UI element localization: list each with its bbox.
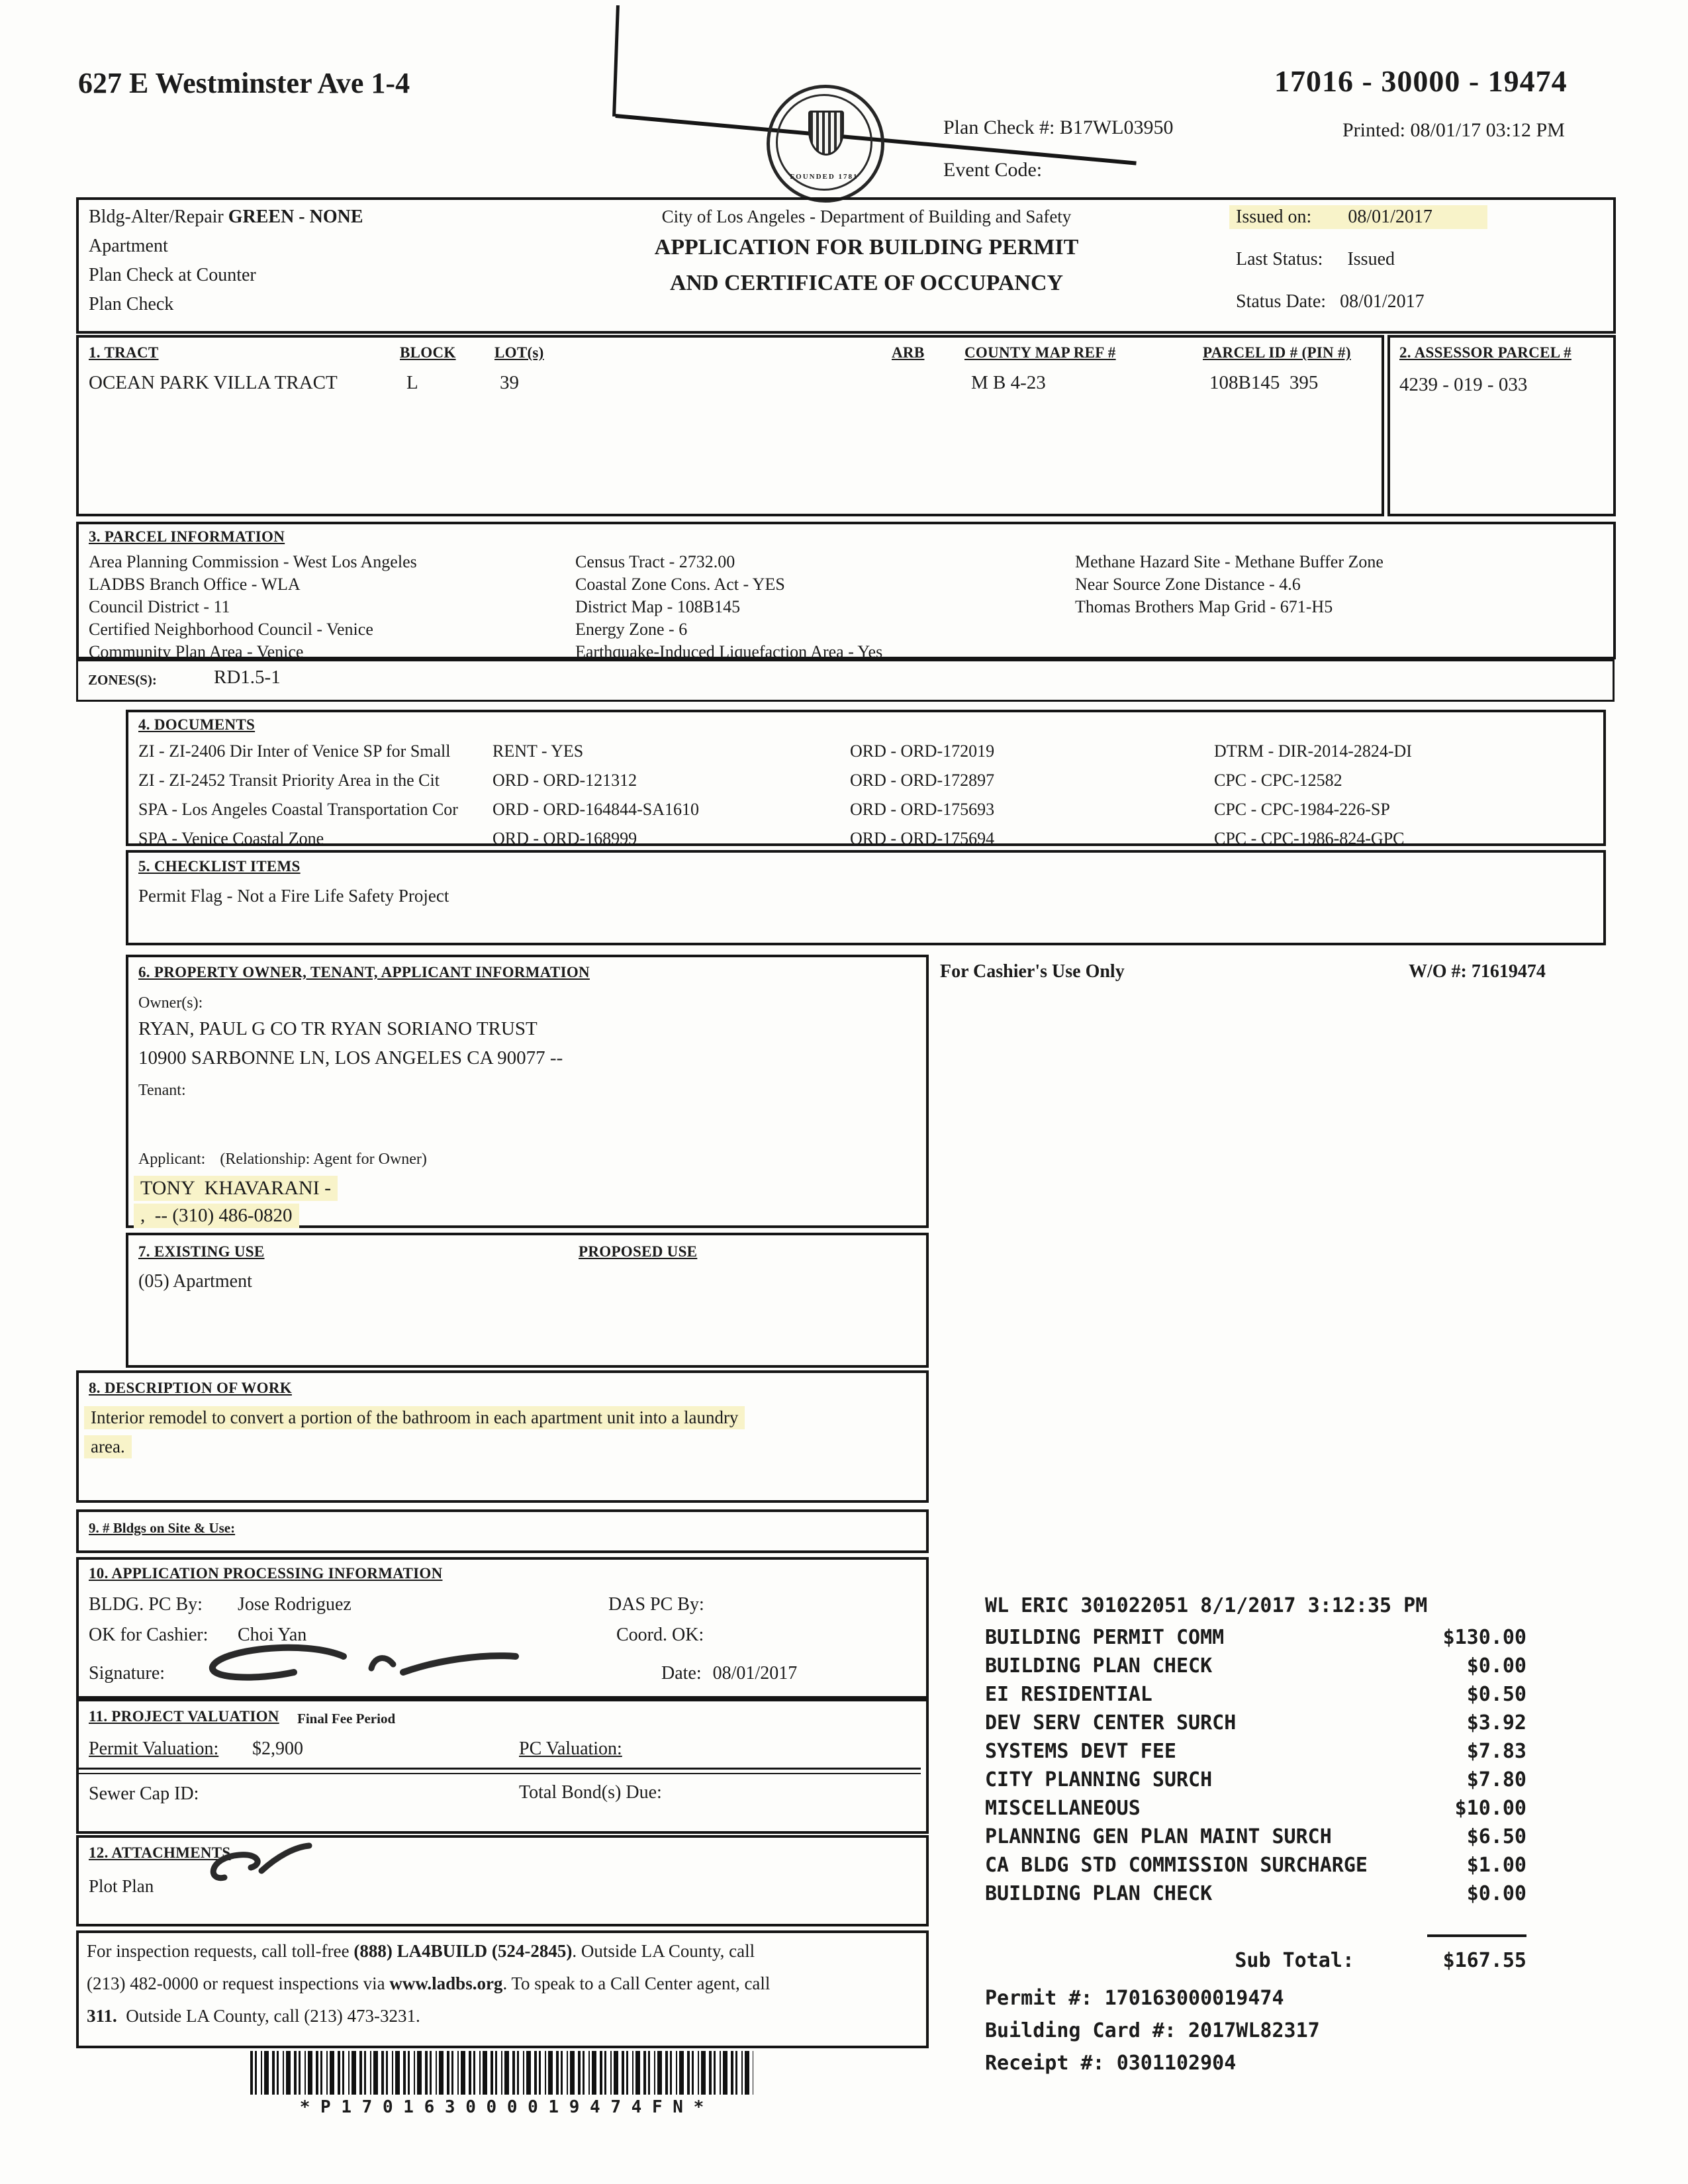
fee-amount: $0.00 — [1466, 1654, 1526, 1678]
doc-cell: CPC - CPC-1984-226-SP — [1214, 800, 1390, 819]
doc-cell: ORD - ORD-172897 — [850, 771, 995, 790]
county-map-label: COUNTY MAP REF # — [964, 344, 1116, 361]
receipt-label: Receipt #: — [985, 2052, 1105, 2075]
issued-on-line — [1229, 205, 1487, 229]
bldg-pc-label: BLDG. PC By: — [89, 1594, 203, 1615]
applicant-line — [138, 1151, 427, 1168]
arb-label: ARB — [892, 344, 925, 361]
fee-row — [985, 1711, 1526, 1740]
coord-ok-label: Coord. OK: — [616, 1625, 704, 1645]
parcel-id-value: 108B145 395 — [1209, 372, 1319, 393]
existing-use-label: 7. EXISTING USE — [138, 1243, 265, 1260]
last-status-line — [1236, 249, 1395, 270]
parcel-info-c3-r3: Thomas Brothers Map Grid - 671-H5 — [1075, 597, 1333, 616]
doc-cell: ORD - ORD-175694 — [850, 829, 995, 848]
doc-cell: CPC - CPC-12582 — [1214, 771, 1342, 790]
plan-check-type-1: Plan Check at Counter — [89, 265, 256, 285]
block-label: BLOCK — [400, 344, 456, 361]
doc-cell: SPA - Venice Coastal Zone — [138, 829, 324, 848]
inspection-phone-1: (888) LA4BUILD (524-2845) — [353, 1941, 573, 1961]
bldgs-section-label: 9. # Bldgs on Site & Use: — [89, 1520, 236, 1536]
attachments-box — [76, 1835, 929, 1926]
das-pc-label: DAS PC By: — [608, 1594, 704, 1615]
fees-subtotal-rule — [1427, 1911, 1526, 1937]
parcel-info-c2-r5: Earthquake-Induced Liquefaction Area - Yes — [575, 642, 883, 661]
permit-number-display: 17016 - 30000 - 19474 — [1274, 64, 1568, 98]
zones-bar — [76, 659, 1615, 702]
fees-block — [985, 1594, 1526, 2075]
inspection-line3-tail: Outside LA County, call (213) 473-3231. — [117, 2006, 420, 2026]
documents-section-label: 4. DOCUMENTS — [138, 716, 256, 733]
work-description-line2: area. — [84, 1435, 132, 1458]
last-status-value: Issued — [1347, 249, 1395, 269]
tract-box — [76, 335, 1384, 516]
fee-label: CA BLDG STD COMMISSION SURCHARGE — [985, 1854, 1368, 1877]
attachment-item: Plot Plan — [89, 1876, 154, 1896]
fee-row — [985, 1654, 1526, 1683]
fee-label: BUILDING PERMIT COMM — [985, 1626, 1225, 1649]
zones-label: ZONES(S): — [88, 672, 157, 688]
doc-cell: ORD - ORD-164844-SA1610 — [492, 800, 699, 819]
owner-name: RYAN, PAUL G CO TR RYAN SORIANO TRUST — [138, 1018, 538, 1039]
tenant-label: Tenant: — [138, 1082, 186, 1099]
valuation-divider — [79, 1768, 921, 1774]
ok-cashier-value: Choi Yan — [238, 1625, 307, 1645]
city-seal-ring — [776, 94, 872, 191]
use-box — [126, 1233, 929, 1368]
ok-cashier-label: OK for Cashier: — [89, 1625, 209, 1645]
plan-check-label: Plan Check #: — [943, 117, 1055, 138]
doc-cell: ZI - ZI-2452 Transit Priority Area in the Cit — [138, 771, 440, 790]
documents-box — [126, 710, 1606, 846]
parcel-info-c1-r5: Community Plan Area - Venice — [89, 642, 304, 661]
bldg-pc-value: Jose Rodriguez — [238, 1594, 352, 1615]
inspection-line2-tail: . To speak to a Call Center agent, call — [502, 1973, 771, 1993]
proposed-use-label: PROPOSED USE — [579, 1243, 698, 1260]
inspection-line1-text: For inspection requests, call toll-free — [87, 1941, 354, 1961]
receipt-value: 0301102904 — [1116, 2052, 1237, 2075]
block-value: L — [406, 372, 418, 393]
permit-barcode — [250, 2051, 753, 2095]
inspection-box — [76, 1930, 929, 2048]
applicant-phone: , -- (310) 486-0820 — [134, 1204, 299, 1228]
permit-valuation-label: Permit Valuation: — [89, 1738, 219, 1759]
inspection-line2 — [87, 1973, 770, 1994]
processing-date-value: 08/01/2017 — [712, 1663, 798, 1684]
fee-row — [985, 1825, 1526, 1854]
city-seal-shield-icon — [808, 111, 844, 156]
printed-line — [1342, 119, 1565, 142]
parcel-info-c2-r1: Census Tract - 2732.00 — [575, 552, 735, 571]
zones-value: RD1.5-1 — [214, 667, 281, 688]
assessor-box — [1387, 335, 1616, 516]
parcel-info-c3-r2: Near Source Zone Distance - 4.6 — [1075, 575, 1301, 594]
cashier-use-label: For Cashier's Use Only — [940, 961, 1125, 982]
work-order-line — [1409, 961, 1546, 982]
parcel-info-c3-r1: Methane Hazard Site - Methane Buffer Zone — [1075, 552, 1383, 571]
total-bonds-label: Total Bond(s) Due: — [519, 1782, 662, 1803]
fee-label: BUILDING PLAN CHECK — [985, 1654, 1213, 1678]
permit-type-line — [89, 207, 363, 228]
work-order-label: W/O #: — [1409, 961, 1467, 982]
permit-subtype: Apartment — [89, 236, 168, 256]
inspection-line2-text: (213) 482-0000 or request inspections via — [87, 1973, 390, 1993]
existing-use-value: (05) Apartment — [138, 1271, 252, 1292]
owner-section-label: 6. PROPERTY OWNER, TENANT, APPLICANT INFORMATION — [138, 964, 590, 980]
lot-label: LOT(s) — [494, 344, 544, 361]
building-card-row — [985, 2019, 1526, 2042]
doc-cell: ORD - ORD-172019 — [850, 741, 995, 761]
checklist-item: Permit Flag - Not a Fire Life Safety Project — [138, 886, 449, 906]
doc-cell: SPA - Los Angeles Coastal Transportation Cor — [138, 800, 458, 819]
owner-info-box — [126, 955, 929, 1228]
doc-cell: ORD - ORD-175693 — [850, 800, 995, 819]
fee-amount: $6.50 — [1466, 1825, 1526, 1848]
receipt-row — [985, 2052, 1526, 2075]
last-status-label: Last Status: — [1236, 249, 1323, 269]
parcel-info-box — [76, 522, 1616, 659]
printed-value: 08/01/17 03:12 PM — [1410, 119, 1565, 141]
attachments-section-label: 12. ATTACHMENTS — [89, 1844, 231, 1861]
city-seal — [767, 85, 884, 203]
document-title-line1: APPLICATION FOR BUILDING PERMIT — [654, 235, 1079, 260]
scan-artifact-vertical — [612, 5, 620, 117]
fee-row — [985, 1626, 1526, 1654]
assessor-value: 4239 - 019 - 033 — [1399, 374, 1528, 395]
checklist-section-label: 5. CHECKLIST ITEMS — [138, 858, 301, 875]
building-card-label: Building Card #: — [985, 2019, 1176, 2042]
permit-label: Permit #: — [985, 1987, 1093, 2010]
parcel-info-c2-r4: Energy Zone - 6 — [575, 620, 688, 639]
issued-on-value: 08/01/2017 — [1348, 207, 1432, 227]
fee-label: PLANNING GEN PLAN MAINT SURCH — [985, 1825, 1332, 1848]
status-date-label: Status Date: — [1236, 291, 1327, 312]
bldgs-box — [76, 1509, 929, 1553]
fee-amount: $130.00 — [1442, 1626, 1526, 1649]
doc-cell: RENT - YES — [492, 741, 584, 761]
subtotal-value: $167.55 — [1442, 1949, 1526, 1972]
status-date-line — [1236, 291, 1425, 312]
fee-label: EI RESIDENTIAL — [985, 1683, 1152, 1706]
city-seal-text: FOUNDED 1781 — [790, 173, 859, 181]
fee-amount: $7.83 — [1466, 1740, 1526, 1763]
plan-check-value: B17WL03950 — [1059, 117, 1174, 138]
inspection-line3 — [87, 2006, 420, 2026]
fee-row — [985, 1768, 1526, 1797]
assessor-label: 2. ASSESSOR PARCEL # — [1399, 344, 1571, 361]
signature-label: Signature: — [89, 1663, 165, 1684]
fee-amount: $3.92 — [1466, 1711, 1526, 1734]
parcel-info-c1-r2: LADBS Branch Office - WLA — [89, 575, 301, 594]
fee-label: SYSTEMS DEVT FEE — [985, 1740, 1176, 1763]
inspection-311: 311. — [87, 2006, 117, 2026]
fees-header: WL ERIC 301022051 8/1/2017 3:12:35 PM — [985, 1594, 1428, 1617]
parcel-info-section-label: 3. PARCEL INFORMATION — [89, 528, 285, 545]
county-map-value: M B 4-23 — [971, 372, 1046, 393]
fee-amount: $7.80 — [1466, 1768, 1526, 1791]
event-code-label: Event Code: — [943, 159, 1043, 181]
fee-amount: $1.00 — [1466, 1854, 1526, 1877]
parcel-info-c2-r3: District Map - 108B145 — [575, 597, 741, 616]
processing-date-label: Date: — [661, 1663, 702, 1684]
doc-cell: ZI - ZI-2406 Dir Inter of Venice SP for Small — [138, 741, 451, 761]
fee-label: DEV SERV CENTER SURCH — [985, 1711, 1237, 1734]
final-fee-period-label: Final Fee Period — [297, 1711, 396, 1727]
permit-number-row — [985, 1987, 1526, 2010]
document-title-line2: AND CERTIFICATE OF OCCUPANCY — [669, 271, 1064, 295]
fee-amount: $0.50 — [1466, 1683, 1526, 1706]
inspection-line1-tail: . Outside LA County, call — [572, 1941, 755, 1961]
printed-label: Printed: — [1342, 119, 1405, 141]
parcel-info-c2-r2: Coastal Zone Cons. Act - YES — [575, 575, 785, 594]
tract-value: OCEAN PARK VILLA TRACT — [89, 372, 338, 393]
department-name: City of Los Angeles - Department of Building and Safety — [661, 207, 1072, 226]
valuation-box — [76, 1699, 929, 1834]
permit-type: Bldg-Alter/Repair — [89, 207, 224, 227]
attachments-checkmark-scribble — [198, 1843, 357, 1889]
applicant-name: TONY KHAVARANI - — [134, 1176, 338, 1201]
plan-check-line — [943, 117, 1173, 139]
applicant-relationship: (Relationship: Agent for Owner) — [220, 1151, 427, 1168]
header-box — [76, 197, 1616, 334]
doc-cell: ORD - ORD-168999 — [492, 829, 637, 848]
parcel-id-label: PARCEL ID # (PIN #) — [1203, 344, 1351, 361]
work-order-value: 71619474 — [1471, 961, 1546, 982]
fee-row — [985, 1854, 1526, 1882]
fee-amount: $10.00 — [1454, 1797, 1526, 1820]
fee-row — [985, 1740, 1526, 1768]
owner-address: 10900 SARBONNE LN, LOS ANGELES CA 90077 -- — [138, 1047, 563, 1068]
barcode-text: * P 1 7 0 1 6 3 0 0 0 0 1 9 4 7 4 F N * — [299, 2097, 704, 2117]
pc-valuation-label: PC Valuation: — [519, 1738, 622, 1759]
applicant-label: Applicant: — [138, 1151, 206, 1168]
fee-row — [985, 1683, 1526, 1711]
parcel-info-c1-r3: Council District - 11 — [89, 597, 230, 616]
fee-label: CITY PLANNING SURCH — [985, 1768, 1213, 1791]
signature-scribble — [171, 1638, 569, 1691]
plan-check-type-2: Plan Check — [89, 294, 174, 314]
permit-green-flag: GREEN - NONE — [228, 207, 363, 227]
work-description-line1: Interior remodel to convert a portion of the bathroom in each apartment unit into a laundry — [84, 1406, 745, 1429]
issued-on-label: Issued on: — [1236, 207, 1312, 227]
building-card-value: 2017WL82317 — [1188, 2019, 1320, 2042]
work-section-label: 8. DESCRIPTION OF WORK — [89, 1380, 292, 1396]
sewer-cap-label: Sewer Cap ID: — [89, 1783, 199, 1804]
parcel-info-c1-r1: Area Planning Commission - West Los Angeles — [89, 552, 417, 571]
inspection-website: www.ladbs.org — [389, 1973, 503, 1993]
fee-amount: $0.00 — [1466, 1882, 1526, 1905]
permit-value: 170163000019474 — [1104, 1987, 1284, 2010]
status-date-value: 08/01/2017 — [1340, 291, 1425, 312]
fees-subtotal-row — [985, 1949, 1526, 1972]
valuation-section-label: 11. PROJECT VALUATION — [89, 1708, 279, 1725]
doc-cell: DTRM - DIR-2014-2824-DI — [1214, 741, 1412, 761]
fee-label: BUILDING PLAN CHECK — [985, 1882, 1213, 1905]
fee-row — [985, 1882, 1526, 1911]
work-description-box — [76, 1370, 929, 1503]
parcel-info-c1-r4: Certified Neighborhood Council - Venice — [89, 620, 373, 639]
processing-box — [76, 1557, 929, 1699]
permit-valuation-value: $2,900 — [252, 1738, 303, 1759]
inspection-line1 — [87, 1941, 755, 1962]
site-address: 627 E Westminster Ave 1-4 — [78, 67, 410, 99]
checklist-box — [126, 850, 1606, 945]
doc-cell: ORD - ORD-121312 — [492, 771, 637, 790]
doc-cell: CPC - CPC-1986-824-GPC — [1214, 829, 1405, 848]
processing-date-line — [661, 1663, 797, 1684]
tract-section-label: 1. TRACT — [89, 344, 159, 361]
fee-label: MISCELLANEOUS — [985, 1797, 1141, 1820]
processing-section-label: 10. APPLICATION PROCESSING INFORMATION — [89, 1565, 443, 1582]
subtotal-label: Sub Total: — [1235, 1949, 1354, 1972]
lot-value: 39 — [500, 372, 519, 393]
owners-label: Owner(s): — [138, 994, 203, 1012]
fee-row — [985, 1797, 1526, 1825]
header-center — [476, 200, 1257, 296]
